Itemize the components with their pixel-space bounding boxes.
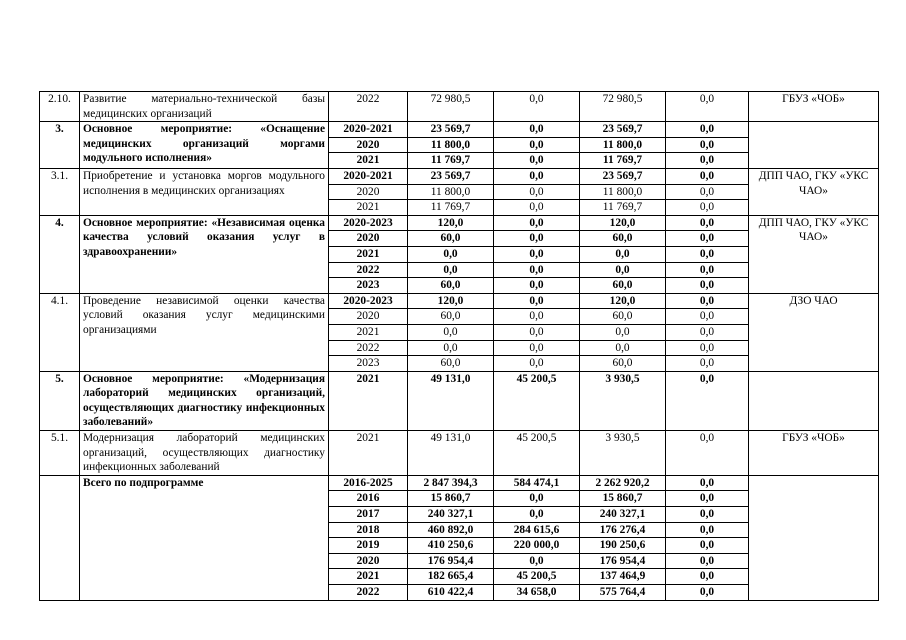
amount-okr-cell: 0,0: [580, 262, 666, 278]
amount-total-cell: 120,0: [408, 215, 494, 231]
amount-other-cell: 0,0: [666, 231, 749, 247]
activity-title: Развитие материально-технической базы медицинских организаций: [80, 92, 329, 122]
year-cell: 2016: [329, 491, 408, 507]
amount-total-cell: 460 892,0: [408, 522, 494, 538]
amount-total-cell: 23 569,7: [408, 122, 494, 138]
amount-total-cell: 72 980,5: [408, 92, 494, 122]
amount-okr-cell: 137 464,9: [580, 569, 666, 585]
amount-fed-cell: 0,0: [494, 215, 580, 231]
amount-fed-cell: 0,0: [494, 92, 580, 122]
amount-fed-cell: 45 200,5: [494, 371, 580, 430]
amount-other-cell: 0,0: [666, 153, 749, 169]
year-cell: 2020: [329, 309, 408, 325]
table-row: [40, 92, 879, 122]
year-cell: 2020-2023: [329, 293, 408, 309]
amount-okr-cell: 3 930,5: [580, 371, 666, 430]
executor-cell: ГБУЗ «ЧОБ»: [749, 92, 879, 122]
amount-total-cell: 49 131,0: [408, 371, 494, 430]
amount-total-cell: 60,0: [408, 231, 494, 247]
amount-other-cell: 0,0: [666, 507, 749, 523]
amount-total-cell: 11 800,0: [408, 184, 494, 200]
year-cell: 2020-2021: [329, 168, 408, 184]
amount-total-cell: 182 665,4: [408, 569, 494, 585]
table-row: [40, 122, 879, 138]
year-cell: 2020: [329, 184, 408, 200]
year-cell: 2021: [329, 569, 408, 585]
activity-title: Модернизация лабораторий медицинских организаций, осуществляющих диагностику инфекционных заболеваний: [80, 431, 329, 476]
amount-fed-cell: 0,0: [494, 168, 580, 184]
amount-fed-cell: 0,0: [494, 184, 580, 200]
year-cell: 2021: [329, 371, 408, 430]
year-cell: 2021: [329, 431, 408, 476]
amount-total-cell: 49 131,0: [408, 431, 494, 476]
year-cell: 2020: [329, 553, 408, 569]
activity-title: Основное мероприятие: «Независимая оценка качества условий оказания услуг в здравоохранении»: [80, 215, 329, 293]
amount-fed-cell: 34 658,0: [494, 585, 580, 601]
activity-title: Приобретение и установка моргов модульного исполнения в медицинских организациях: [80, 168, 329, 215]
amount-other-cell: 0,0: [666, 491, 749, 507]
amount-okr-cell: 11 769,7: [580, 200, 666, 216]
activity-title: Основное мероприятие: «Модернизация лабораторий медицинских организаций, осуществляющих диагностику инфекционных заболеваний»: [80, 371, 329, 430]
amount-other-cell: 0,0: [666, 168, 749, 184]
amount-total-cell: 11 769,7: [408, 153, 494, 169]
amount-fed-cell: 0,0: [494, 153, 580, 169]
amount-okr-cell: 0,0: [580, 324, 666, 340]
amount-other-cell: 0,0: [666, 585, 749, 601]
amount-total-cell: 11 769,7: [408, 200, 494, 216]
amount-total-cell: 60,0: [408, 278, 494, 294]
amount-other-cell: 0,0: [666, 371, 749, 430]
amount-okr-cell: 11 800,0: [580, 184, 666, 200]
amount-other-cell: 0,0: [666, 431, 749, 476]
amount-other-cell: 0,0: [666, 200, 749, 216]
year-cell: 2021: [329, 153, 408, 169]
table-row: [40, 371, 879, 430]
executor-cell: ДПП ЧАО, ГКУ «УКС ЧАО»: [749, 215, 879, 293]
amount-total-cell: 176 954,4: [408, 553, 494, 569]
year-cell: 2022: [329, 262, 408, 278]
amount-fed-cell: 0,0: [494, 231, 580, 247]
amount-fed-cell: 0,0: [494, 278, 580, 294]
amount-other-cell: 0,0: [666, 340, 749, 356]
amount-other-cell: 0,0: [666, 92, 749, 122]
amount-total-cell: 60,0: [408, 309, 494, 325]
year-cell: 2023: [329, 278, 408, 294]
year-cell: 2023: [329, 356, 408, 372]
row-number: 4.: [40, 215, 80, 293]
amount-okr-cell: 190 250,6: [580, 538, 666, 554]
amount-other-cell: 0,0: [666, 475, 749, 491]
amount-okr-cell: 60,0: [580, 231, 666, 247]
amount-total-cell: 2 847 394,3: [408, 475, 494, 491]
amount-other-cell: 0,0: [666, 137, 749, 153]
row-number: 4.1.: [40, 293, 80, 371]
year-cell: 2019: [329, 538, 408, 554]
amount-okr-cell: 72 980,5: [580, 92, 666, 122]
year-cell: 2016-2025: [329, 475, 408, 491]
amount-okr-cell: 23 569,7: [580, 122, 666, 138]
amount-okr-cell: 60,0: [580, 356, 666, 372]
amount-total-cell: 0,0: [408, 262, 494, 278]
amount-other-cell: 0,0: [666, 522, 749, 538]
amount-okr-cell: 0,0: [580, 246, 666, 262]
amount-other-cell: 0,0: [666, 122, 749, 138]
amount-okr-cell: 11 800,0: [580, 137, 666, 153]
amount-fed-cell: 0,0: [494, 200, 580, 216]
amount-total-cell: 23 569,7: [408, 168, 494, 184]
amount-other-cell: 0,0: [666, 309, 749, 325]
year-cell: 2021: [329, 246, 408, 262]
amount-other-cell: 0,0: [666, 356, 749, 372]
table-row: [40, 168, 879, 184]
amount-okr-cell: 3 930,5: [580, 431, 666, 476]
executor-cell: ДПП ЧАО, ГКУ «УКС ЧАО»: [749, 168, 879, 215]
amount-fed-cell: 220 000,0: [494, 538, 580, 554]
executor-cell: [749, 122, 879, 169]
row-number: 2.10.: [40, 92, 80, 122]
amount-okr-cell: 120,0: [580, 293, 666, 309]
amount-fed-cell: 45 200,5: [494, 431, 580, 476]
amount-okr-cell: 120,0: [580, 215, 666, 231]
year-cell: 2022: [329, 340, 408, 356]
year-cell: 2017: [329, 507, 408, 523]
year-cell: 2020: [329, 137, 408, 153]
amount-fed-cell: 0,0: [494, 262, 580, 278]
amount-okr-cell: 240 327,1: [580, 507, 666, 523]
row-number: 3.: [40, 122, 80, 169]
amount-okr-cell: 11 769,7: [580, 153, 666, 169]
amount-okr-cell: 176 954,4: [580, 553, 666, 569]
year-cell: 2020-2021: [329, 122, 408, 138]
executor-cell: ДЗО ЧАО: [749, 293, 879, 371]
amount-other-cell: 0,0: [666, 262, 749, 278]
amount-total-cell: 60,0: [408, 356, 494, 372]
amount-okr-cell: 15 860,7: [580, 491, 666, 507]
table-body: [40, 92, 879, 601]
amount-fed-cell: 45 200,5: [494, 569, 580, 585]
amount-other-cell: 0,0: [666, 569, 749, 585]
executor-cell: [749, 475, 879, 600]
table-row: [40, 475, 879, 491]
amount-fed-cell: 0,0: [494, 324, 580, 340]
amount-fed-cell: 0,0: [494, 122, 580, 138]
amount-total-cell: 15 860,7: [408, 491, 494, 507]
amount-fed-cell: 0,0: [494, 137, 580, 153]
amount-total-cell: 610 422,4: [408, 585, 494, 601]
amount-other-cell: 0,0: [666, 215, 749, 231]
year-cell: 2018: [329, 522, 408, 538]
row-number: 5.1.: [40, 431, 80, 476]
amount-other-cell: 0,0: [666, 246, 749, 262]
amount-fed-cell: 0,0: [494, 309, 580, 325]
amount-fed-cell: 0,0: [494, 553, 580, 569]
row-number: 3.1.: [40, 168, 80, 215]
year-cell: 2020: [329, 231, 408, 247]
amount-okr-cell: 60,0: [580, 278, 666, 294]
amount-other-cell: 0,0: [666, 553, 749, 569]
amount-okr-cell: 575 764,4: [580, 585, 666, 601]
row-number: 5.: [40, 371, 80, 430]
amount-total-cell: 240 327,1: [408, 507, 494, 523]
table-row: [40, 215, 879, 231]
amount-total-cell: 0,0: [408, 324, 494, 340]
amount-okr-cell: 0,0: [580, 340, 666, 356]
amount-total-cell: 11 800,0: [408, 137, 494, 153]
amount-okr-cell: 2 262 920,2: [580, 475, 666, 491]
year-cell: 2022: [329, 92, 408, 122]
amount-fed-cell: 0,0: [494, 356, 580, 372]
amount-total-cell: 0,0: [408, 246, 494, 262]
table-row: [40, 431, 879, 476]
amount-fed-cell: 0,0: [494, 340, 580, 356]
table-row: [40, 293, 879, 309]
year-cell: 2021: [329, 324, 408, 340]
amount-fed-cell: 0,0: [494, 491, 580, 507]
amount-okr-cell: 176 276,4: [580, 522, 666, 538]
row-number: [40, 475, 80, 600]
amount-total-cell: 0,0: [408, 340, 494, 356]
executor-cell: ГБУЗ «ЧОБ»: [749, 431, 879, 476]
amount-okr-cell: 23 569,7: [580, 168, 666, 184]
amount-fed-cell: 584 474,1: [494, 475, 580, 491]
amount-fed-cell: 0,0: [494, 246, 580, 262]
year-cell: 2022: [329, 585, 408, 601]
amount-total-cell: 120,0: [408, 293, 494, 309]
amount-other-cell: 0,0: [666, 538, 749, 554]
amount-other-cell: 0,0: [666, 324, 749, 340]
activity-title: Проведение независимой оценки качества условий оказания услуг медицинскими организациями: [80, 293, 329, 371]
activity-title: Всего по подпрограмме: [80, 475, 329, 600]
activity-title: Основное мероприятие: «Оснащение медицинских организаций моргами модульного исполнения»: [80, 122, 329, 169]
year-cell: 2020-2023: [329, 215, 408, 231]
amount-other-cell: 0,0: [666, 184, 749, 200]
amount-fed-cell: 0,0: [494, 507, 580, 523]
budget-table: [39, 91, 879, 601]
amount-okr-cell: 60,0: [580, 309, 666, 325]
year-cell: 2021: [329, 200, 408, 216]
amount-fed-cell: 284 615,6: [494, 522, 580, 538]
amount-total-cell: 410 250,6: [408, 538, 494, 554]
executor-cell: [749, 371, 879, 430]
amount-fed-cell: 0,0: [494, 293, 580, 309]
amount-other-cell: 0,0: [666, 293, 749, 309]
amount-other-cell: 0,0: [666, 278, 749, 294]
